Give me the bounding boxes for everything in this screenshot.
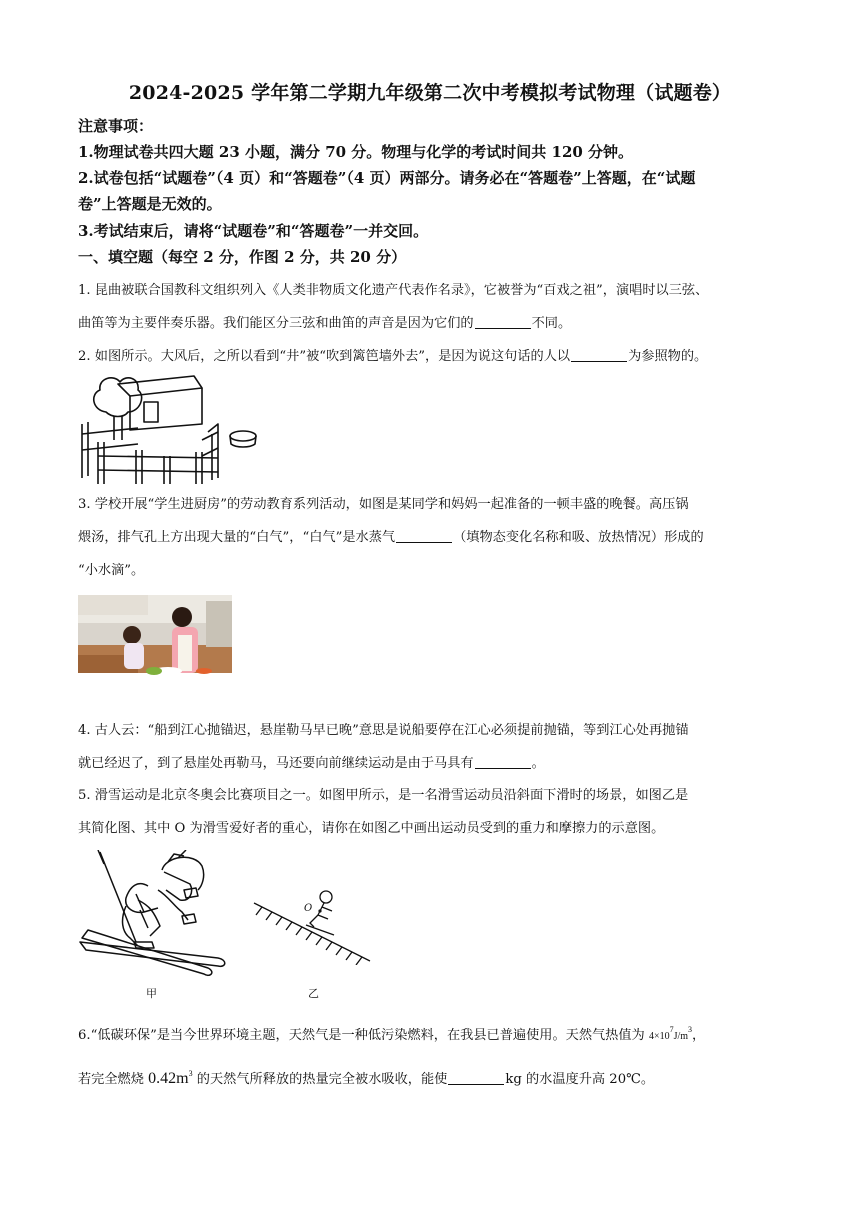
gas-volume-formula: $0.42m^3$ — [148, 1069, 193, 1087]
figure-caption-b: 乙 — [308, 987, 319, 1000]
center-of-gravity-label: O — [304, 903, 313, 914]
note-item-1: 1.物理试卷共四大题 23 小题，满分 70 分。物理与化学的考试时间共 120 分钟。 — [78, 143, 634, 161]
question-1-line-1: 1. 昆曲被联合国教科文组织列入《人类非物质文化遗产代表作名录》，它被誉为“百戏之祖”，演唱时以三弦、 — [78, 283, 709, 298]
answer-blank — [571, 347, 627, 362]
question-6-line-2: 若完全燃烧 $0.42m^3$ 的天然气所释放的热量完全被水吸收，能使 kg 的水温度升高 20℃。 — [78, 1069, 655, 1087]
question-5-line-2: 其简化图、其中 O 为滑雪爱好者的重心，请你在如图乙中画出运动员受到的重力和摩擦力的示意图。 — [78, 821, 665, 836]
house-fence-figure — [78, 372, 268, 484]
question-3-line-3: “小水滴”。 — [78, 563, 145, 578]
heat-value-formula: $4\times 10^7J/m^3$ — [648, 1025, 693, 1042]
note-item-3: 3.考试结束后，请将“试题卷”和“答题卷”一并交回。 — [78, 222, 429, 240]
answer-blank — [475, 314, 531, 329]
page-title: 2024-2025 学年第二学期九年级第二次中考模拟考试物理（试题卷） — [128, 82, 732, 104]
skier-figure — [78, 850, 238, 980]
question-4-line-2: 就已经迟了，到了悬崖处再勒马，马还要向前继续运动是由于马具有 。 — [78, 756, 545, 771]
question-4-line-1: 4. 古人云：“船到江心抛锚迟，悬崖勒马早已晚”意思是说船要停在江心必须提前抛锚，等到江心处再抛锚 — [78, 723, 689, 738]
slope-diagram — [252, 885, 372, 965]
answer-blank — [475, 754, 531, 769]
section-heading: 一、填空题（每空 2 分，作图 2 分，共 20 分） — [78, 248, 407, 266]
note-item-2: 2.试卷包括“试题卷”（4 页）和“答题卷”（4 页）两部分。请务必在“答题卷”上答题，在“试题 — [78, 169, 696, 187]
question-2-line-1: 2. 如图所示。大风后，之所以看到“井”被“吹到篱笆墙外去”，是因为说这句话的人以 为参照物的。 — [78, 349, 708, 364]
question-1-line-2: 曲笛等为主要伴奏乐器。我们能区分三弦和曲笛的声音是因为它们的 不同。 — [78, 316, 572, 331]
question-6-line-1: 6.“低碳环保”是当今世界环境主题，天然气是一种低污染燃料，在我县已普遍使用。天然气热值为 $4\times 10^7J/m^3$， — [78, 1025, 706, 1043]
question-3-line-2: 煨汤，排气孔上方出现大量的“白气”，“白气”是水蒸气 （填物态变化名称和吸、放热情况）形成的 — [78, 530, 704, 545]
notes-heading: 注意事项： — [78, 117, 154, 135]
note-item-2-cont: 卷”上答题是无效的。 — [78, 195, 222, 213]
answer-blank — [396, 528, 452, 543]
answer-blank — [448, 1070, 504, 1085]
question-5-line-1: 5. 滑雪运动是北京冬奥会比赛项目之一。如图甲所示，是一名滑雪运动员沿斜面下滑时的场景，如图乙是 — [78, 788, 689, 803]
figure-caption-a: 甲 — [146, 987, 157, 1000]
question-3-line-1: 3. 学校开展“学生进厨房”的劳动教育系列活动，如图是某同学和妈妈一起准备的一顿丰盛的晚餐。高压锅 — [78, 497, 689, 512]
kitchen-photo — [78, 595, 232, 690]
